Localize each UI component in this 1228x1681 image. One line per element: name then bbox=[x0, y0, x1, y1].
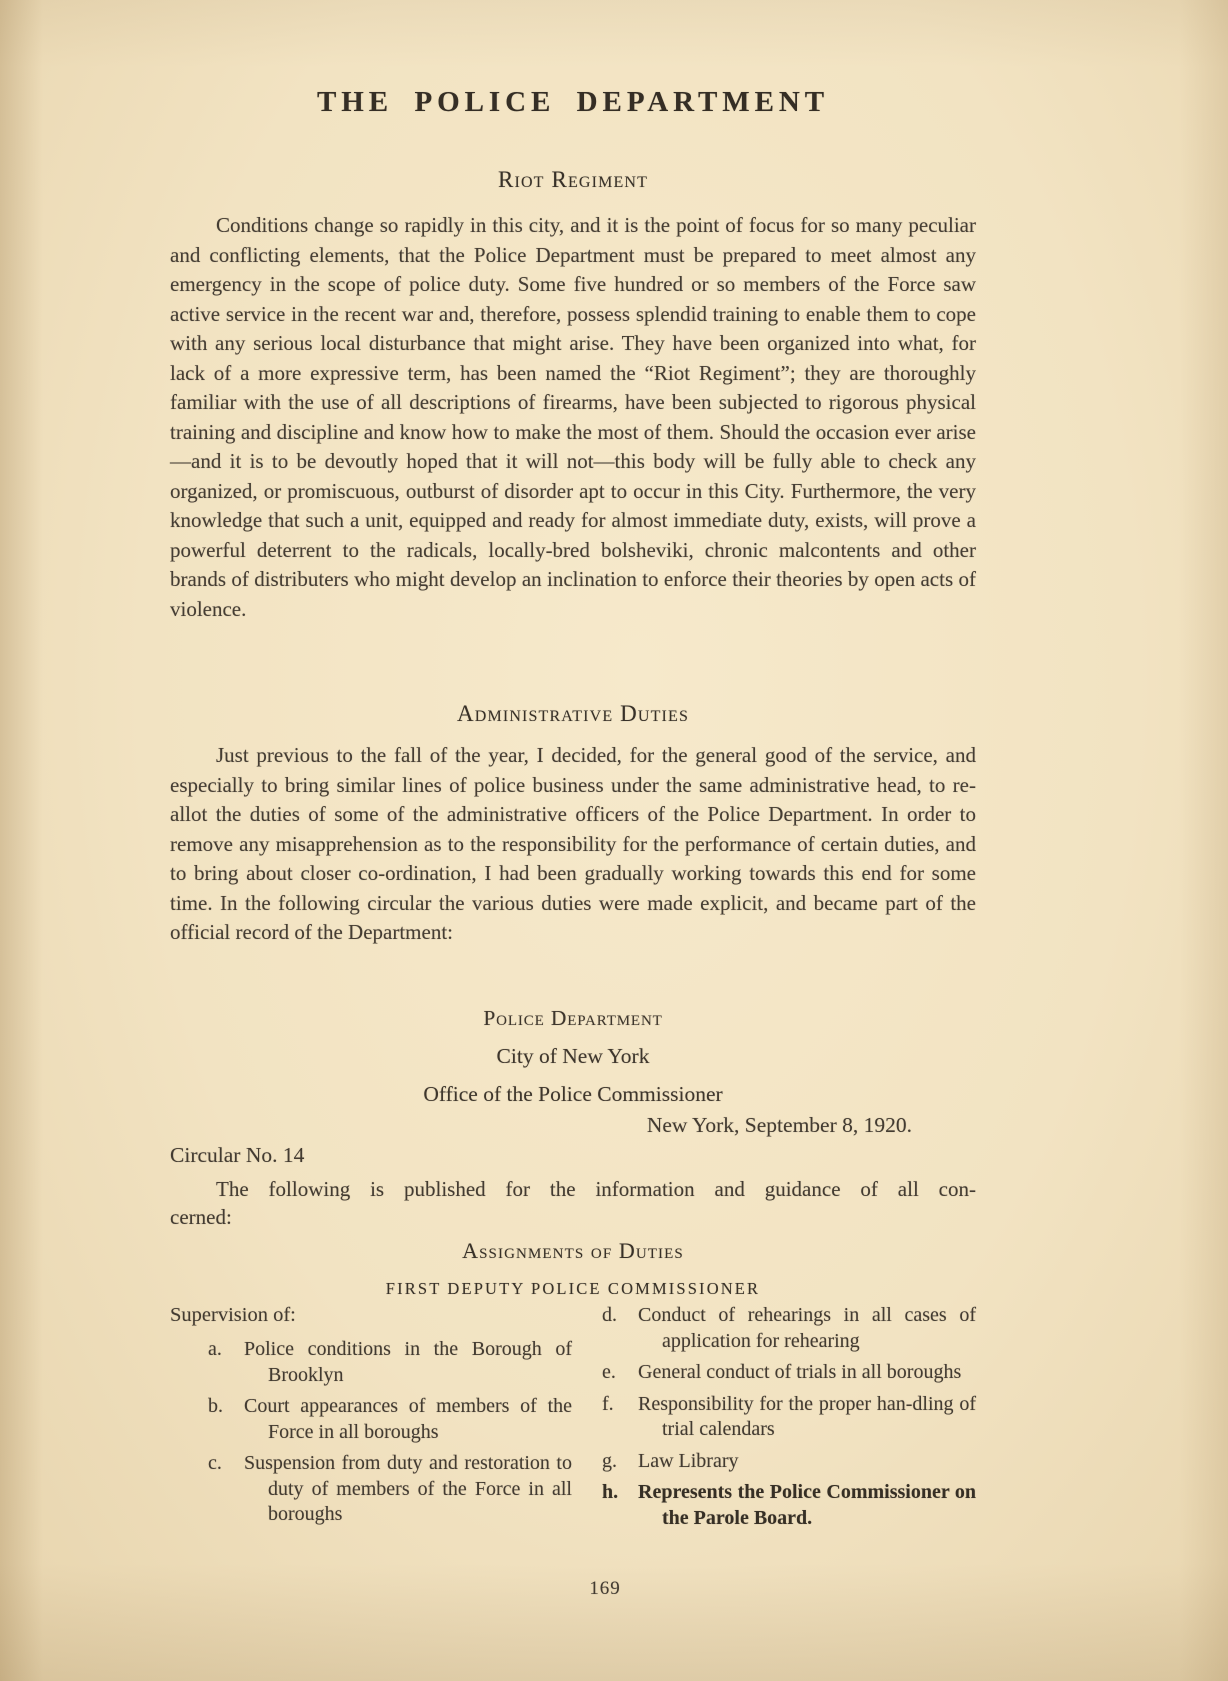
circular-number: Circular No. 14 bbox=[170, 1143, 305, 1167]
letterhead-org-name: Police Department bbox=[483, 1006, 663, 1030]
administrative-duties-paragraph: Just previous to the fall of the year, I decided, for the general good of the service, and especially to bring similar lines of police business under the same administrative head, to re-allot the duties of some of the administrative officers of the Police Department. In order to remove any misapprehension as to the responsibility for the performance of certain duties, and to bring about closer co-ordination, I had been gradually working towards this end for some time. In the following circular the various duties were made explicit, and became part of the official record of the Department: bbox=[170, 743, 976, 944]
page-content bbox=[170, 0, 976, 1681]
duty-item-a bbox=[170, 1337, 572, 1388]
first-deputy-commissioner-heading: FIRST DEPUTY POLICE COMMISSIONER bbox=[385, 1279, 761, 1298]
duty-item-h bbox=[602, 1480, 976, 1531]
duty-item-e bbox=[602, 1360, 976, 1386]
letterhead-org-city: City of New York bbox=[496, 1044, 650, 1068]
duty-item-b-text: Court appearances of members of the Force in all boroughs bbox=[244, 1395, 572, 1443]
riot-regiment-paragraph: Conditions change so rapidly in this city, and it is the point of focus for so many peculiar and conflicting elements, that the Police Department must be prepared to meet almost any emergency in the scope of police duty. Some five hundred or so members of the Force saw active service in the recent war and, therefore, possess splendid training to enable them to cope with any serious local disturbance that might arise. They have been organized into what, for lack of a more expressive term, has been named the “Riot Regiment”; they are thoroughly familiar with the use of all descriptions of firearms, have been subjected to rigorous physical training and discipline and know how to make the most of them. Should the occasion ever arise—and it is to be devoutly hoped that it will not—this body will be fully able to check any organized, or promiscuous, outburst of disorder apt to occur in this City. Furthermore, the very knowledge that such a unit, equipped and ready for almost immediate duty, exists, will prove a powerful deterrent to the radicals, locally-bred bolsheviki, chronic malcontents and other brands of distributers who might develop an inclination to enforce their theories by open acts of violence. bbox=[170, 213, 976, 621]
duty-item-c-marker: c. bbox=[208, 1452, 222, 1474]
duty-item-h-marker: h. bbox=[602, 1481, 619, 1503]
duty-item-g-marker: g. bbox=[602, 1449, 617, 1472]
duty-item-a-marker: a. bbox=[208, 1338, 222, 1360]
duty-item-b-marker: b. bbox=[208, 1395, 223, 1417]
duty-item-f-text: Responsibility for the proper han-dling of trial calendars bbox=[638, 1392, 976, 1440]
page-title: THE POLICE DEPARTMENT bbox=[316, 86, 830, 118]
circular-intro-line-1: The following is published for the information and guidance of all con- bbox=[216, 1177, 976, 1201]
circular-intro-line-2: cerned: bbox=[170, 1205, 232, 1229]
duty-item-c bbox=[170, 1451, 572, 1528]
duty-item-c-text: Suspension from duty and restoration to duty of members of the Force in all boroughs bbox=[244, 1452, 572, 1525]
supervision-label: Supervision of: bbox=[170, 1304, 296, 1326]
duty-item-f-marker: f. bbox=[602, 1392, 614, 1415]
circular-intro-paragraph bbox=[170, 1175, 976, 1231]
duty-item-a-text: Police conditions in the Borough of Brooklyn bbox=[244, 1338, 572, 1386]
circular-dateline: New York, September 8, 1920. bbox=[646, 1113, 912, 1137]
duty-item-g bbox=[602, 1449, 976, 1475]
riot-regiment-heading: Riot Regiment bbox=[497, 167, 649, 192]
duties-left-column bbox=[170, 1303, 572, 1534]
duty-item-d bbox=[602, 1303, 976, 1354]
duties-right-column bbox=[602, 1303, 976, 1537]
circular-letterhead bbox=[170, 999, 976, 1113]
duty-item-g-text: Law Library bbox=[638, 1449, 739, 1472]
duty-item-e-text: General conduct of trials in all boroughs bbox=[638, 1361, 962, 1383]
duty-item-d-marker: d. bbox=[602, 1304, 617, 1326]
duty-item-b bbox=[170, 1394, 572, 1445]
assignments-of-duties-heading: Assignments of Duties bbox=[462, 1238, 684, 1263]
duty-item-e-marker: e. bbox=[602, 1361, 616, 1383]
duty-item-d-text: Conduct of rehearings in all cases of application for rehearing bbox=[638, 1304, 976, 1352]
letterhead-org-office: Office of the Police Commissioner bbox=[423, 1082, 723, 1106]
duty-item-h-text: Represents the Police Commissioner on the Parole Board. bbox=[638, 1481, 976, 1529]
administrative-duties-heading: Administrative Duties bbox=[457, 701, 689, 726]
page-number: 169 bbox=[589, 1578, 621, 1599]
duty-item-f bbox=[602, 1392, 976, 1443]
